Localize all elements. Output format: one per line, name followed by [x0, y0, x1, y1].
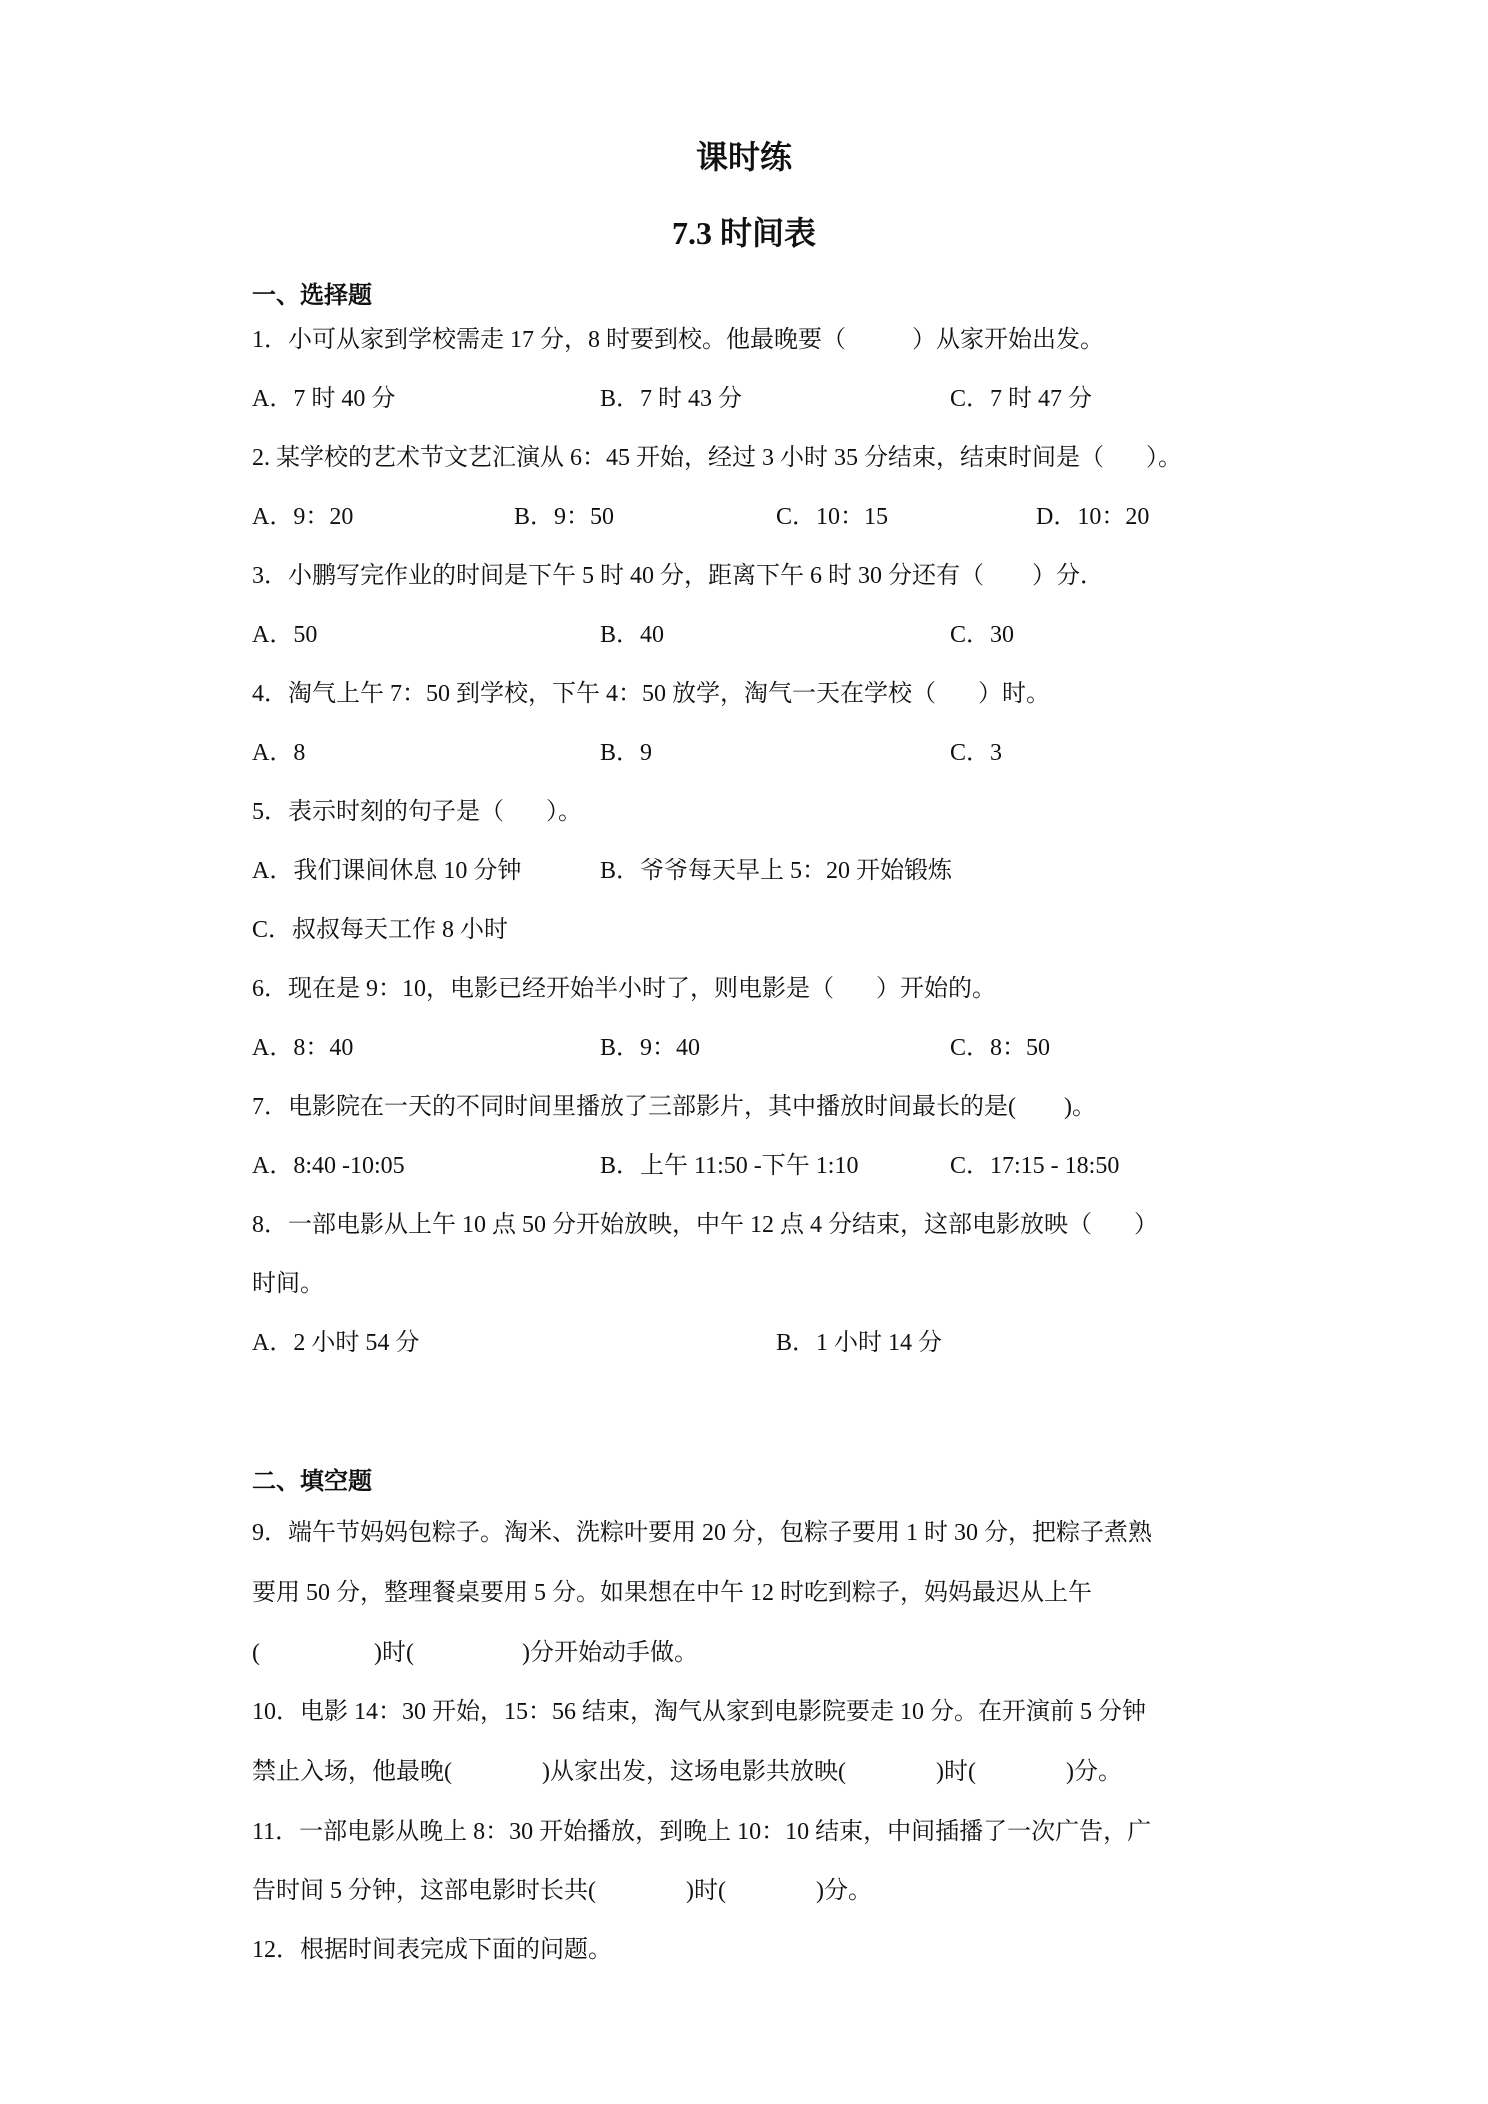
question-4: 4．淘气上午 7：50 到学校，下午 4：50 放学，淘气一天在学校（ ）时。: [252, 681, 1050, 707]
question-6: 6．现在是 9：10，电影已经开始半小时了，则电影是（ ）开始的。: [252, 976, 996, 1002]
section-heading-choice: 一、选择题: [252, 283, 372, 309]
question-3: 3．小鹏写完作业的时间是下午 5 时 40 分，距离下午 6 时 30 分还有（ ）分．: [252, 563, 1104, 589]
question-10-line-1: 10．电影 14：30 开始，15：56 结束，淘气从家到电影院要走 10 分。在开演前 5 分钟: [252, 1699, 1146, 1725]
question-10-line-2: 禁止入场，他最晚( )从家出发，这场电影共放映( )时( )分。: [252, 1759, 1122, 1785]
q2-option-c: C．10：15: [776, 504, 889, 530]
question-8-line-1: 8．一部电影从上午 10 点 50 分开始放映，中午 12 点 4 分结束，这部电影放映（ ）: [252, 1212, 1158, 1238]
q6-option-c: C．8：50: [950, 1035, 1051, 1061]
q7-option-a: A．8:40 -10:05: [252, 1153, 405, 1179]
q1-option-a: A．7 时 40 分: [252, 386, 396, 412]
question-9-line-2: 要用 50 分，整理餐桌要用 5 分。如果想在中午 12 时吃到粽子，妈妈最迟从上午: [252, 1580, 1092, 1606]
q4-option-b: B．9: [600, 740, 653, 766]
question-11-line-1: 11．一部电影从晚上 8：30 开始播放，到晚上 10：10 结束，中间插播了一次广告，广: [252, 1819, 1152, 1845]
q6-option-b: B．9：40: [600, 1035, 701, 1061]
q7-option-c: C．17:15 - 18:50: [950, 1153, 1120, 1179]
q6-option-a: A．8：40: [252, 1035, 354, 1061]
section-heading-fill: 二、填空题: [252, 1469, 372, 1495]
q3-option-b: B．40: [600, 622, 665, 648]
question-9-line-3: ( )时( )分开始动手做。: [252, 1640, 698, 1666]
question-5: 5．表示时刻的句子是（ ）。: [252, 799, 582, 825]
question-11-line-2: 告时间 5 分钟，这部电影时长共( )时( )分。: [252, 1878, 872, 1904]
question-8-line-2: 时间。: [252, 1271, 324, 1297]
question-9-line-1: 9．端午节妈妈包粽子。淘米、洗粽叶要用 20 分，包粽子要用 1 时 30 分，把粽子煮熟: [252, 1520, 1152, 1546]
q2-option-d: D．10：20: [1036, 504, 1150, 530]
q5-option-a: A．我们课间休息 10 分钟: [252, 858, 522, 884]
question-2: 2. 某学校的艺术节文艺汇演从 6：45 开始，经过 3 小时 35 分结束，结束时间是（ ）。: [252, 445, 1182, 471]
question-12: 12．根据时间表完成下面的问题。: [252, 1937, 612, 1963]
page-subtitle: 7.3 时间表: [671, 215, 816, 251]
q1-option-b: B．7 时 43 分: [600, 386, 743, 412]
q2-option-b: B．9：50: [514, 504, 615, 530]
q4-option-c: C．3: [950, 740, 1003, 766]
q3-option-c: C．30: [950, 622, 1015, 648]
q2-option-a: A．9：20: [252, 504, 354, 530]
question-1: 1．小可从家到学校需走 17 分，8 时要到校。他最晚要（ ）从家开始出发。: [252, 327, 1104, 353]
q4-option-a: A．8: [252, 740, 306, 766]
question-7: 7．电影院在一天的不同时间里播放了三部影片，其中播放时间最长的是( )。: [252, 1094, 1096, 1120]
q1-option-c: C．7 时 47 分: [950, 386, 1093, 412]
q5-option-c: C．叔叔每天工作 8 小时: [252, 917, 509, 943]
q8-option-b: B．1 小时 14 分: [776, 1330, 943, 1356]
q3-option-a: A．50: [252, 622, 318, 648]
page-title: 课时练: [695, 139, 792, 175]
q5-option-b: B．爷爷每天早上 5：20 开始锻炼: [600, 858, 953, 884]
q7-option-b: B．上午 11:50 -下午 1:10: [600, 1153, 859, 1179]
q8-option-a: A．2 小时 54 分: [252, 1330, 420, 1356]
